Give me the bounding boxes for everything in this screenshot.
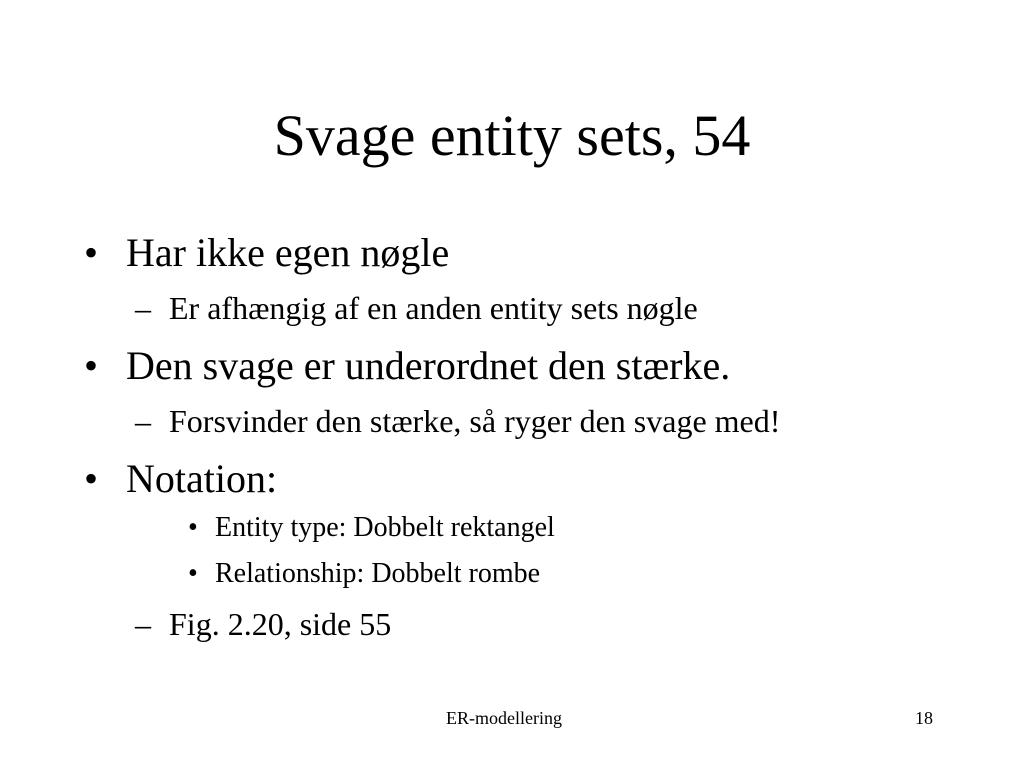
bullet-text: Forsvinder den stærke, så ryger den svage med! xyxy=(169,403,781,439)
slide-title: Svage entity sets, 54 xyxy=(273,103,751,168)
bullet-text: Relationship: Dobbelt rombe xyxy=(215,558,541,589)
page-number: 18 xyxy=(915,708,933,728)
bullet-marker: • xyxy=(84,230,99,275)
bullet-marker: • xyxy=(84,343,99,388)
bullet-text: Har ikke egen nøgle xyxy=(126,230,450,275)
dash-marker: – xyxy=(135,290,151,326)
bullet-text: Den svage er underordnet den stærke. xyxy=(126,343,731,388)
bullet-text: Er afhængig af en anden entity sets nøgle xyxy=(169,290,698,326)
bullet-marker: • xyxy=(84,456,99,501)
dash-marker: – xyxy=(135,403,151,439)
footer-text: ER-modellering xyxy=(446,708,562,728)
bullet-text: Entity type: Dobbelt rektangel xyxy=(215,512,555,543)
bullet-marker: • xyxy=(188,512,198,543)
bullet-text: Notation: xyxy=(126,456,278,501)
dash-marker: – xyxy=(135,606,151,642)
bullet-marker: • xyxy=(188,558,198,589)
bullet-text: Fig. 2.20, side 55 xyxy=(169,606,392,642)
